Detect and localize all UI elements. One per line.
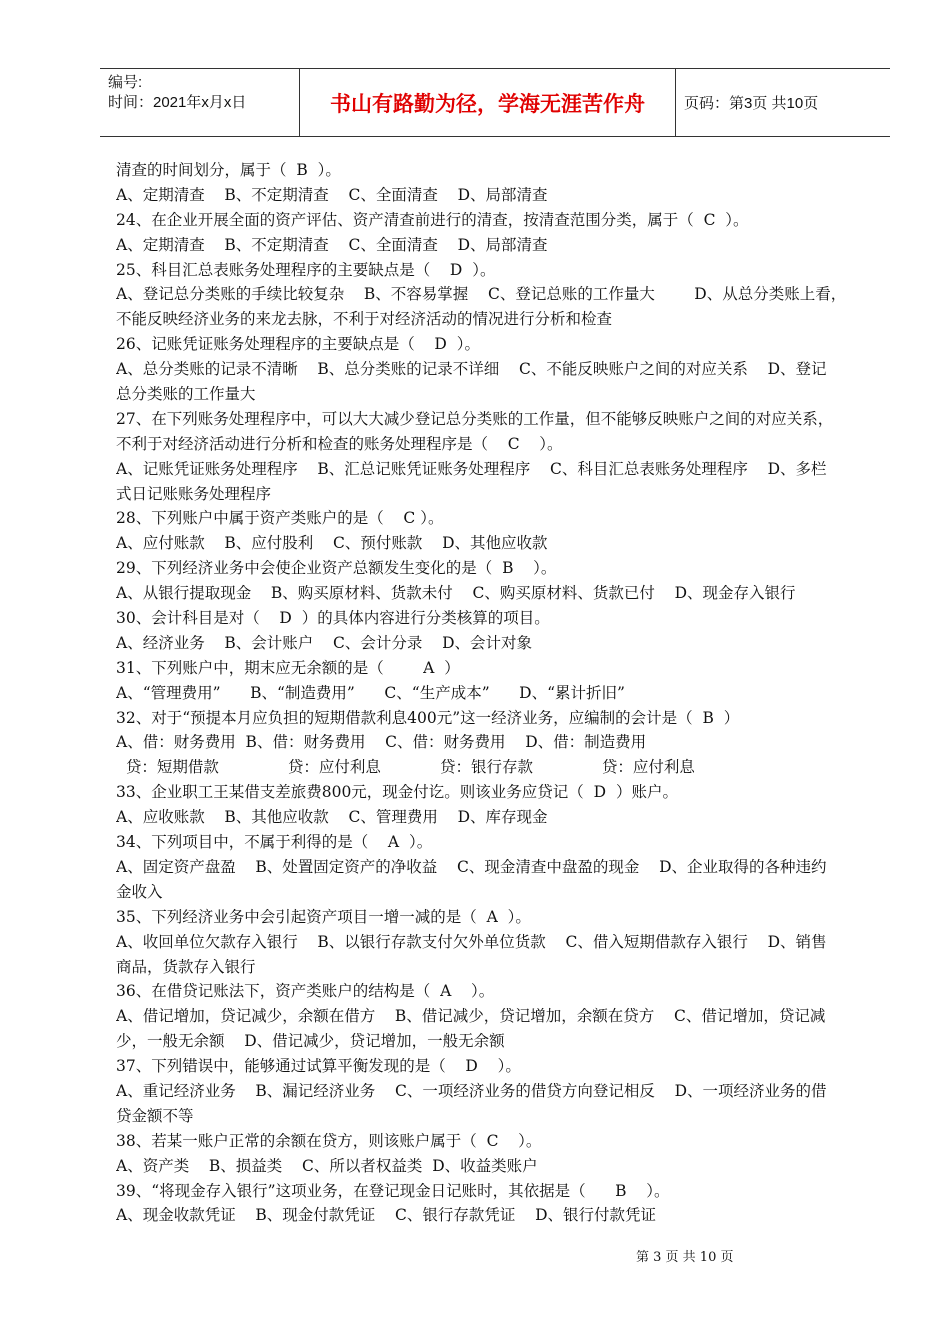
text-line: 少，一般无余额 D、借记减少，贷记增加，一般无余额 <box>116 1032 505 1051</box>
text-line: 33、企业职工王某借支差旅费800元，现金付讫。则该业务应贷记（ D ）账户。 <box>116 783 678 802</box>
text-line: A、总分类账的记录不清晰 B、总分类账的记录不详细 C、不能反映账户之间的对应关系 D、登记 <box>116 360 827 379</box>
text-line: A、定期清查 B、不定期清查 C、全面清查 D、局部清查 <box>116 235 548 254</box>
text-line: 不利于对经济活动进行分析和检查的账务处理程序是（ C ）。 <box>116 434 563 453</box>
text-line: A、收回单位欠款存入银行 B、以银行存款支付欠外单位货款 C、借入短期借款存入银行 D、销售 <box>116 932 827 951</box>
header-motto: 书山有路勤为径，学海无涯苦作舟 <box>300 69 676 136</box>
text-line: A、经济业务 B、会计账户 C、会计分录 D、会计对象 <box>116 633 532 652</box>
document-body <box>116 158 884 1228</box>
text-line: A、应收账款 B、其他应收款 C、管理费用 D、库存现金 <box>116 808 548 827</box>
text-line: 30、会计科目是对（ D ）的具体内容进行分类核算的项目。 <box>116 609 550 628</box>
text-line: A、登记总分类账的手续比较复杂 B、不容易掌握 C、登记总账的工作量大 D、从总分类账上看， <box>116 285 847 304</box>
text-line: 清查的时间划分，属于（ B ）。 <box>116 161 341 179</box>
text-line: 式日记账账务处理程序 <box>116 484 272 503</box>
text-line: A、“管理费用” B、“制造费用” C、“生产成本” D、“累计折旧” <box>116 683 625 702</box>
text-line: A、定期清查 B、不定期清查 C、全面清查 D、局部清查 <box>116 185 548 204</box>
text-line: 37、下列错误中，能够通过试算平衡发现的是（ D ）。 <box>116 1057 521 1076</box>
number-label: 编号: <box>108 74 143 91</box>
text-line: A、借记增加，贷记减少，余额在借方 B、借记减少，贷记增加，余额在贷方 C、借记增加，贷记减 <box>116 1007 826 1026</box>
time-label: 时间：2021年x月x日 <box>108 94 247 111</box>
text-line: 27、在下列账务处理程序中，可以大大减少登记总分类账的工作量，但不能够反映账户之间的对应关系， <box>116 409 834 428</box>
text-line: 24、在企业开展全面的资产评估、资产清查前进行的清查，按清查范围分类，属于（ C ）。 <box>116 210 749 229</box>
text-line: 商品，货款存入银行 <box>116 957 256 976</box>
text-line: A、资产类 B、损益类 C、所以者权益类 D、收益类账户 <box>116 1156 538 1175</box>
text-line: A、固定资产盘盈 B、处置固定资产的净收益 C、现金清查中盘盈的现金 D、企业取得的各种违约 <box>116 857 827 876</box>
text-line: 38、若某一账户正常的余额在贷方，则该账户属于（ C ）。 <box>116 1131 542 1150</box>
text-line: 32、对于“预提本月应负担的短期借款利息400元”这一经济业务，应编制的会计是（ B ） <box>116 708 740 727</box>
text-line: 不能反映经济业务的来龙去脉，不利于对经济活动的情况进行分析和检查 <box>116 310 613 329</box>
text-line: A、现金收款凭证 B、现金付款凭证 C、银行存款凭证 D、银行付款凭证 <box>116 1206 656 1225</box>
text-line: 贷：短期借款 贷：应付利息 贷：银行存款 贷：应付利息 <box>116 758 695 777</box>
text-line: 总分类账的工作量大 <box>116 385 256 404</box>
page-header <box>100 68 890 137</box>
text-line: A、从银行提取现金 B、购买原材料、货款未付 C、购买原材料、货款已付 D、现金存入银行 <box>116 584 796 603</box>
text-line: A、记账凭证账务处理程序 B、汇总记账凭证账务处理程序 C、科目汇总表账务处理程序 D、多栏 <box>116 459 827 478</box>
text-line: 28、下列账户中属于资产类账户的是（ C ）。 <box>116 509 444 528</box>
text-line: 34、下列项目中，不属于利得的是（ A ）。 <box>116 833 433 852</box>
text-line: 26、记账凭证账务处理程序的主要缺点是（ D ）。 <box>116 335 480 354</box>
text-line: 贷金额不等 <box>116 1106 194 1125</box>
text-line: 36、在借贷记账法下，资产类账户的结构是（ A ）。 <box>116 982 495 1001</box>
text-line: 31、下列账户中，期末应无余额的是（ A ） <box>116 658 460 677</box>
text-line: 29、下列经济业务中会使企业资产总额发生变化的是（ B ）。 <box>116 559 557 578</box>
text-line: A、借：财务费用 B、借：财务费用 C、借：财务费用 D、借：制造费用 <box>116 733 647 752</box>
text-line: A、应付账款 B、应付股利 C、预付账款 D、其他应收款 <box>116 534 548 553</box>
text-line: 35、下列经济业务中会引起资产项目一增一减的是（ A ）。 <box>116 907 531 926</box>
header-page-info: 页码：第3页 共10页 <box>684 95 819 112</box>
text-line: 39、“将现金存入银行”这项业务，在登记现金日记账时，其依据是（ B ）。 <box>116 1181 670 1200</box>
text-line: A、重记经济业务 B、漏记经济业务 C、一项经济业务的借贷方向登记相反 D、一项经济业务的借 <box>116 1081 827 1100</box>
header-left-cell <box>100 69 300 136</box>
text-line: 25、科目汇总表账务处理程序的主要缺点是（ D ）。 <box>116 260 496 279</box>
page-footer: 第 3 页 共 10 页 <box>636 1250 734 1265</box>
text-line: 金收入 <box>116 882 163 901</box>
